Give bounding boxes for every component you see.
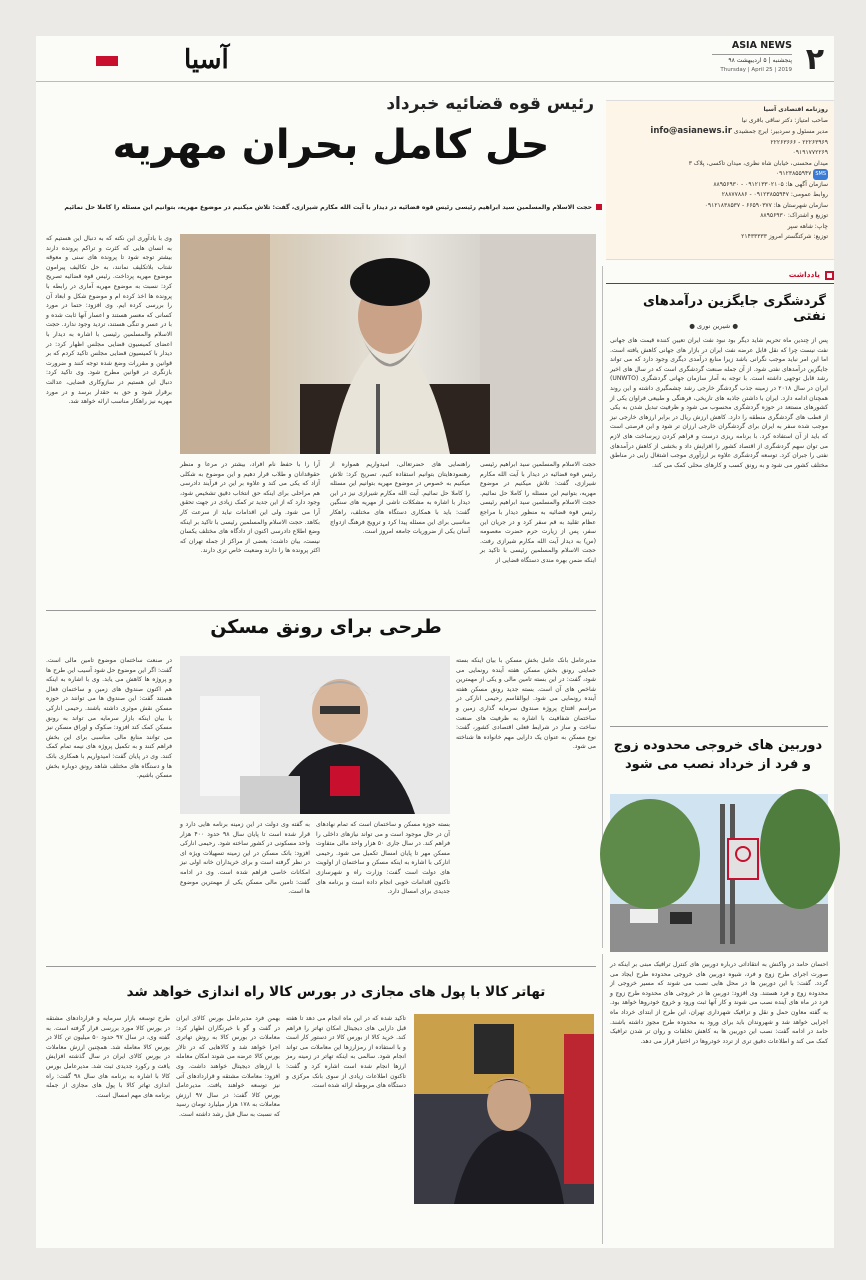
info-row: روزنامه اقتصادی آسیا — [763, 106, 828, 113]
opinion-title: گردشگری جایگزین درآمدهای نفتی — [642, 294, 826, 324]
newspaper-page — [36, 36, 834, 1248]
lead-col-2: راهنمایی های حضرتعالی، امیدواریم همواره از رهنمودهایتان بتوانیم استفاده کنیم، تصریح کرد: تلاش میکنیم به خصوص در موضوع مهریه بتوانیم این مسئله را کاملا حل نمائیم. آیت الله مکارم شیرازی نیز در این دیدار با اشاره به مشکلات ناشی از مهریه های سنگین گفت: باید با همکاری دستگاه های مختلف، راهکار مناسبی برای این مسئله پیدا کرد و ترویج فرهنگ ازدواج آسان یکی از ضروریات جامعه امروز است. — [330, 461, 470, 536]
housing-col-4: در صنعت ساختمان موضوع تامین مالی است. گفت: اگر این موضوع حل شود آسیب این طرح ها و پروژه ها کاهش می یابد. وی با اشاره به اینکه هم اکنون صندوق های زمین و ساختمان فعال هستند گفت: این صندوق ها می توانند در حوزه مسکن نقش موثری داشته باشند. رحیمی انارکی با بیان اینکه بازار سرمایه می تواند به رونق مسکن کمک کند افزود: صکوک و اوراق مسکن نیز می توانند منابع مالی مناسبی برای این بخش فراهم کنند و به تکمیل پروژه های نیمه تمام کمک کنند. وی در پایان گفت: امیدواریم با همکاری بانک ها و دستگاه های مختلف شاهد رونق دوباره بخش مسکن باشیم. — [46, 657, 172, 780]
logo-text: آسیا — [184, 45, 229, 75]
info-row: سازمان شهرستان ها: ۶۶۵۹۰۳۷۷ - ۰۹۱۲۱۸۳۸۵۳۷ — [704, 201, 828, 209]
bourse-title: تهاتر کالا با پول های مجازی در بورس کالا راه اندازی خواهد شد — [126, 984, 546, 1000]
opinion-section-tag — [606, 270, 834, 284]
lead-summary — [46, 204, 602, 211]
brand-name: ASIA NEWS — [731, 40, 792, 51]
email-address[interactable]: info@asianews.ir — [650, 126, 732, 136]
lead-photo — [180, 234, 596, 454]
masthead — [36, 36, 834, 82]
info-row: چاپ: شاهه سپر — [787, 222, 828, 230]
info-row: صاحب امتیاز: دکتر ساقی باقری نیا — [741, 116, 828, 124]
info-row: ۰۹۱۹۱۷۷۲۲۶۹ — [792, 149, 828, 156]
info-row: توزیع و اشتراک: ۸۸۹۵۶۹۳۰ — [760, 212, 828, 219]
publisher-info — [606, 100, 834, 260]
lead-summary-text: حجت الاسلام والمسلمین سید ابراهیم رئیسی رئیس قوه قضائیه در دیدار با آیت الله مکارم شیرازی، گفت: تلاش میکنیم در موضوع مهریه، بتوانیم این مسئله را کاملا حل نمائیم — [64, 204, 592, 211]
lead-col-3: آرا را با حفظ نام افراد، بیشتر در مرعا و منظر حقوقدانان و طلاب قرار دهیم و این موضوع به شکلی آزاد که یکی می کند و علاوه بر این در فرآیند دادرسی هم مراحلی برای اینکه حق انتخاب دقیق تشخیص شود، وجود دارد که از این جدید تر کمک زیادی در جهت تحقق آرا می شود. ولی این اقدامات نباید از سرعت کار بکاهد. حجت الاسلام والمسلمین رئیسی با تاکید بر اینکه وضع اطلاع دادرسی اکنون از دادگاه های مختلف یکسان نیست، بیان داشت: بعضی از مراکز از جمله تهران که اکثر پرونده ها را دارند وضعیت خاص تری دارند. — [180, 461, 320, 555]
dot-icon: ● — [689, 322, 695, 330]
lead-headline: حل کامل بحران مهریه — [112, 122, 550, 168]
red-square-icon — [825, 271, 834, 280]
section-divider — [46, 610, 596, 611]
housing-photo — [180, 656, 450, 814]
opinion-author: ● شیرین نوری ● — [689, 322, 738, 330]
info-row: سازمان آگهی ها: ۰۹۱۲۱۳۳۰۲۱۰۵ - ۸۸۹۵۶۹۳۰ — [713, 180, 828, 188]
brand-box — [712, 40, 792, 73]
date-english: Thursday | April 25 | 2019 — [720, 67, 792, 73]
bourse-col-3: طرح توسعه بازار سرمایه و قراردادهای مشتقه در بورس کالا مورد بررسی قرار گرفته است. به گفته وی، در سال ۹۷ حدود ۵۰ میلیون تن کالا در بورس کالا معامله شد. همچنین ارزش معاملات در بورس کالای ایران در سال گذشته افزایش یافت و رکورد جدیدی ثبت شد. مدیرعامل بورس کالا با اشاره به برنامه های سال ۹۸ گفت: راه اندازی تهاتر کالا با پول های مجازی از جمله برنامه های مهم امسال است. — [46, 1015, 170, 1099]
housing-col-2: بسته حوزه مسکن و ساختمان است که تمام نهادهای آن در حال موجود است و می تواند نیازهای داخلی را فراهم کند. در سال جاری ۵۰ هزار واحد مالی متفاوت مسکن مهر تا پایان امسال تکمیل می شود. رحیمی انارکی با اشاره به اینکه مسکن و ساختمان از اولویت های دولت است گفت: وزارت راه و شهرسازی تاکنون اقدامات خوبی انجام داده است و برنامه های جدیدی برای امسال دارد. — [316, 821, 450, 896]
asia-logo-mark — [96, 42, 229, 76]
opinion-section-label: یادداشت — [788, 270, 820, 279]
red-square-icon — [596, 204, 602, 210]
info-row: SMS ۰۹۱۲۳۸۵۵۹۴۷ — [612, 169, 828, 180]
dot-icon: ● — [732, 322, 738, 330]
cameras-title: دوربین های خروجی محدوده زوج و فرد از خرداد نصب می شود — [613, 738, 823, 772]
info-row: میدان محسنی، خیابان شاه نظری، میدان تاکسی، پلاک ۳ — [688, 159, 828, 167]
cameras-body: احسان حامد در واکنش به انتقاداتی درباره دوربین های کنترل ترافیک مبنی بر اینکه در صورت اجرای طرح زوج و فرد، شیوه دوربین های خروجی محدوده طرح ایجاد می گردد. گفت: با این دوربین ها در محل هایی نصب می شوند که مسیر خروجی از محدوده زوج و فرد هستند. وی افزود: دوربین ها در خروجی های محدوده طرح زوج و فرد در ماه های آینده نصب می شوند و کار آنها ثبت ورود و خروج خودروها خواهد بود. به گفته معاون حمل و نقل و ترافیک شهرداری تهران، این طرح از ابتدای خرداد ماه اجرایی خواهد شد و شهروندان باید برای ورود به محدوده طرح مجوز داشته باشند. حامد در ادامه گفت: نصب این دوربین ها به کاهش تخلفات و روان تر شدن ترافیک کمک می کند و اطلاعات دقیق تری از تردد خودروها در اختیار قرار می دهد. — [610, 961, 828, 1045]
housing-col-1: مدیرعامل بانک عامل بخش مسکن با بیان اینکه بسته حمایتی رونق بخش مسکن هفته آینده رونمایی می شود، گفت: در این بسته تامین مالی و یکی از مهمترین شاخص های آن است. بسته جدید رونق مسکن هفته آینده رونمایی می شود. ابوالقاسم رحیمی انارکی در مراسم افتتاح پروژه صندوق سرمایه گذاری زمین و ساختمان شفافیت با اشاره به ظرفیت های صنعت ساخت و ساز در شرایط فعلی اقتصادی کشور، گفت: نوع مسکن به عنوان یک دارایی مهم خانواده ها شناخته می شود. — [456, 657, 596, 751]
section-divider — [610, 726, 828, 727]
lead-col-1: حجت الاسلام والمسلمین سید ابراهیم رئیسی رئیس قوه قضائیه در دیدار با آیت الله مکارم شیرازی، گفت: تلاش میکنیم در موضوع مهریه، بتوانیم این مسئله را کاملا حل نمائیم. حجت الاسلام والمسلمین سید ابراهیم رئیسی رئیس قوه قضائیه به منظور دیدار با مراجع عظام تقلید به قم سفر کرد و در جریان این سفر، پس از زیارت حرم حضرت معصومه (س) به دیدار آیت الله مکارم شیرازی رفت. حجت الاسلام والمسلمین رئیسی با تاکید بر اینکه ضمن بهره مندی دستگاه قضایی از — [480, 461, 596, 564]
opinion-body: پس از چندین ماه تحریم شاید دیگر بود نبود نفت ایران تعیین کننده قیمت های جهانی نفت نیست چرا که نقل قابل عرضه نفت ایران در بازار های جهانی کاهش یافته است. اما این امر نباید موجب نگرانی باشد زیرا منابع درآمدی دیگری وجود دارد که می تواند جایگزین درآمدهای نفتی شود. از آن جمله صنعت گردشگری است که در سال های اخیر رشد قابل توجهی داشته است. با توجه به آمار سازمان جهانی گردشگری (UNWTO) ایران در سال ۲۰۱۸ در زمینه جذب گردشگر خارجی رشد چشمگیری داشته و این روند همچنان ادامه دارد. ایران با داشتن جاذبه های تاریخی، فرهنگی و طبیعی فراوان یکی از کشورهای مستعد در حوزه گردشگری محسوب می شود و ظرفیت تبدیل شدن به یکی از قطب های گردشگری منطقه را دارد. کاهش ارزش ریال در برابر ارزهای خارجی نیز موجب شده سفر به ایران برای گردشگران خارجی ارزان تر شود و این فرصتی است که باید از آن استفاده کرد. با برنامه ریزی درست و فراهم کردن زیرساخت های لازم می توان سهم گردشگری از اقتصاد کشور را افزایش داد و بخشی از کاهش درآمدهای نفتی را جبران کرد. توسعه گردشگری علاوه بر ارزآوری موجب اشتغال زایی در مناطق مختلف کشور می شود و به رونق کسب و کارهای محلی کمک می کند. — [610, 337, 829, 469]
bourse-col-1: تاکید شده که در این ماه انجام می دهد تا هفته قبل دارایی های دیجیتال امکان تهاتر را فراهم کند. خرید کالا از بورس کالا در دستور کار است و با استفاده از رمزارزها این معاملات می تواند انجام شود. سالمی به اینکه تهاتر در زمینه رمز ارزها انجام شده است اشاره کرد و گفت: تاکنون اطلاعات زیادی از سوی بانک مرکزی و دستگاه های مربوطه ارائه شده است. — [286, 1015, 406, 1090]
info-row: توزیع: شرکتگستر امروز ۲۱۴۳۳۳۳۳ — [741, 233, 828, 240]
housing-col-3: به گفته وی دولت در این زمینه برنامه هایی دارد و قرار شده است تا پایان سال ۹۸ حدود ۴۰۰ هزار واحد مسکونی در کشور ساخته شود. رحیمی انارکی افزود: بانک مسکن در این زمینه تسهیلات ویژه ای در نظر گرفته است و برای خریداران خانه اولی نیز امکانات خاصی فراهم شده است. وی در ادامه گفت: تامین مالی مسکن یکی از مهمترین موضوع ها است. — [180, 821, 310, 896]
traffic-camera-photo — [610, 794, 828, 952]
page-number: ۲ — [805, 42, 824, 77]
info-row: ۲۲۲۶۳۹۶۹ - ۲۲۲۶۳۶۶۶ — [770, 138, 828, 146]
section-divider — [46, 966, 596, 967]
lead-col-4: وی با یادآوری این نکته که به دنبال این هستیم که به انسان هایی که کثرت و تراکم پرونده دارند بیشتر توجه شود تا پرونده های سنی و معوقه شتاب بلاتکلیف نمانند، به حل تکالیف پیرامون موضوع مهریه پرداخت. رئیس قوه قضائیه تصریح کرد: نسبت به موضوع مهریه آماری در رابطه با پرونده ها اخذ کرده ام و موضوع شکل و ابعاد آن را بررسی کرده ایم. وی افزود: حتما در مورد کسانی که معسر هستند و اعسار آنها ثابت شده و با در عسر و تنگی هستند، تردید وجود ندارد. حجت الاسلام والمسلمین رئیسی با اشاره به دیدار با اعضای کمیسیون قضایی مجلس اظهار کرد: در دیدار با کمیسیون قضایی مجلس تاکید کردم که بر قوانین و مقررات وضع شده توجه کنند و ضرورت بازنگری در قوانین مطرح شود. وی تاکید کرد: دنبال این هستیم در سازوکاری قضایی، عدالت برقرار شود و حق به حقدار برسد و در مورد مهریه نیز راهکار مناسب ارائه خواهد شد. — [46, 235, 172, 406]
bourse-photo — [414, 1014, 594, 1204]
bourse-col-2: بهمن فرد مدیرعامل بورس کالای ایران در گفت و گو با خبرنگاران اظهار کرد: معاملات در بورس کالا به روش تهاتری اجرا خواهد شد و کالاهایی که در تالار بورس کالا عرضه می شوند امکان معامله با ارزهای دیجیتال خواهند داشت. وی افزود: معاملات مشتقه و قراردادهای آتی نیز توسعه خواهند یافت. مدیرعامل بورس کالا گفت: در سال ۹۷ ارزش معاملات به ۱۷۸ هزار میلیارد تومان رسید که نسبت به سال قبل رشد داشته است. — [176, 1015, 280, 1118]
lead-kicker: رئیس قوه قضائیه خبرداد — [386, 94, 594, 114]
sms-icon: SMS — [813, 169, 828, 180]
issue-date: پنجشنبه | ۵ اردیبهشت ۹۸ — [712, 54, 792, 64]
column-divider — [602, 954, 603, 1244]
info-row: مدیر مسئول و سردبیر: ایرج جمشیدی info@asianews.ir — [650, 126, 828, 136]
housing-title: طرحی برای رونق مسکن — [210, 616, 442, 638]
info-row: روابط عمومی: ۰۹۱۲۳۸۵۵۹۴۷ - ۲۸۸۷۷۸۸۶ — [721, 191, 828, 198]
